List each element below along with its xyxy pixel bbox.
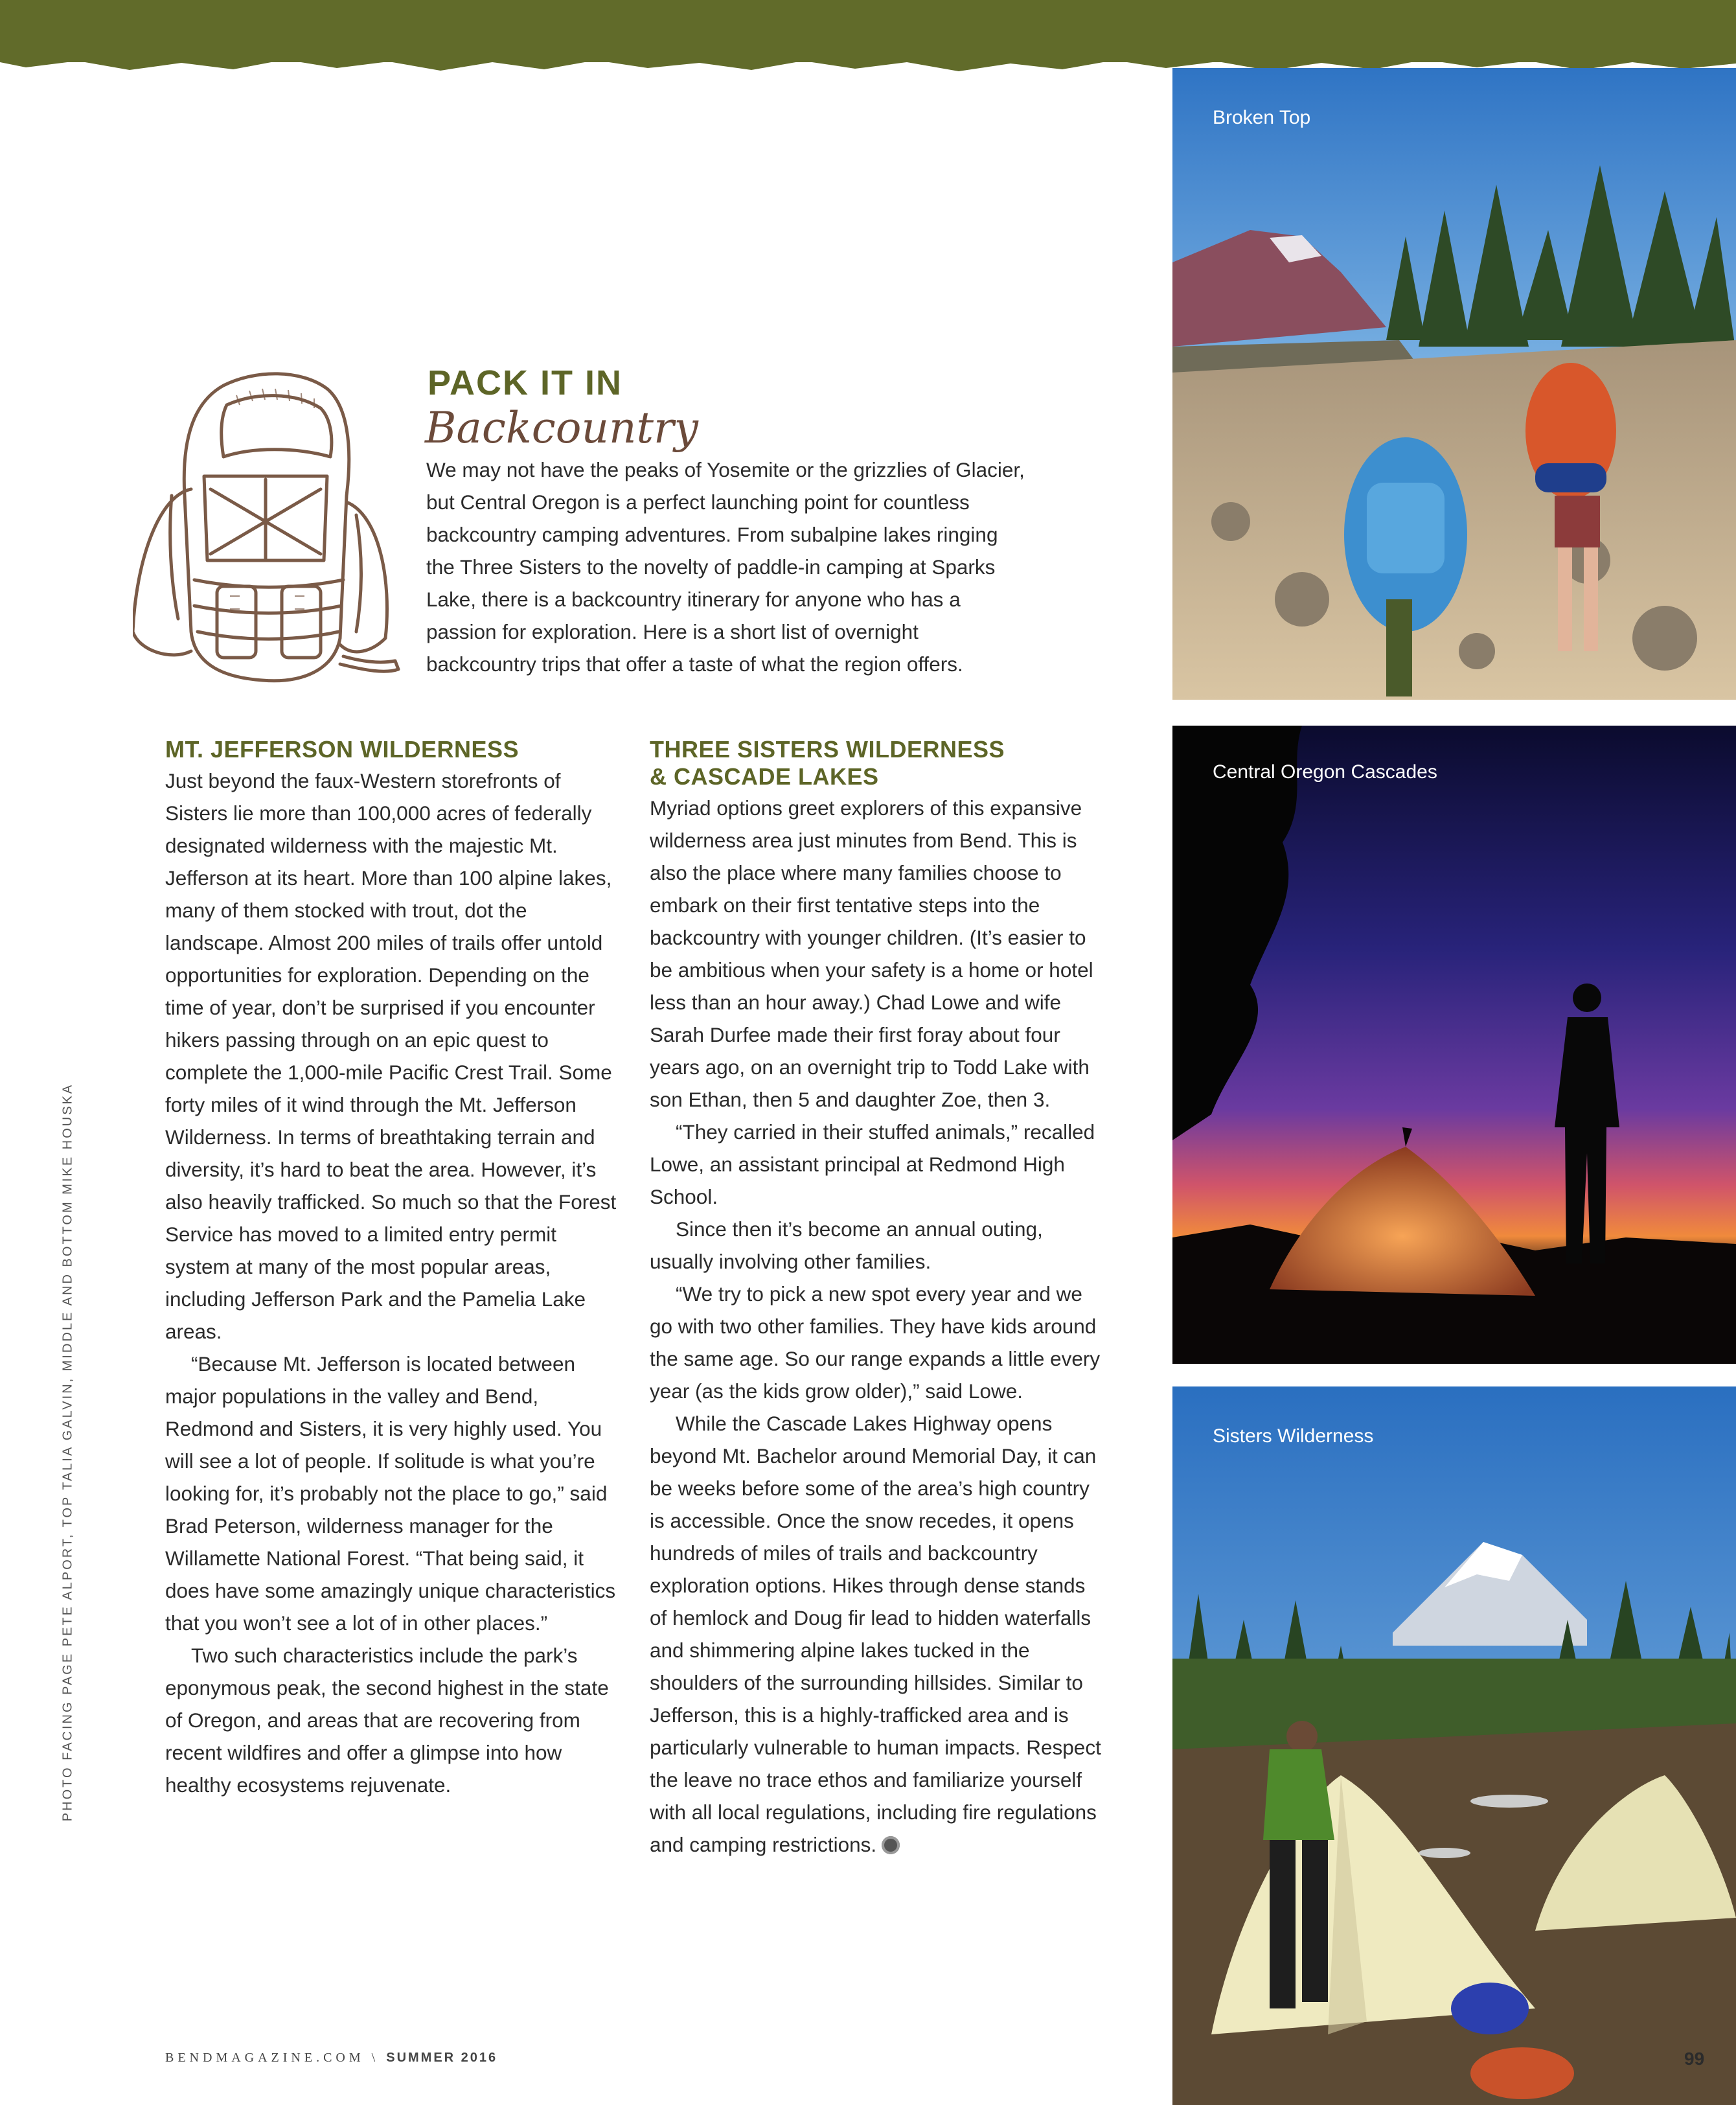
paragraph: “Because Mt. Jefferson is located between major populations in the valley and Bend, Redmond and Sisters, it is very highly used. You will see a lot of people. If solitude is what you’re looking for, it’s probably not the place to go,” said Brad Peterson, wilderness manager for the Willamette National Forest. “That being said, it does have some amazingly unique characteristics that you won’t see a lot of in other places.” (165, 1352, 616, 1635)
photo-caption-broken-top: Broken Top (1213, 107, 1311, 128)
photo-central-oregon-cascades (1172, 726, 1736, 1364)
page-footer (165, 2051, 497, 2065)
end-mark-icon (882, 1836, 900, 1854)
paragraph-text: While the Cascade Lakes Highway opens beyond Mt. Bachelor around Memorial Day, it can be weeks before some of the area’s high country is accessible. Once the snow recedes, it opens hundreds of miles of trails and backcountry exploration options. Hikes through dense stands of hemlock and Doug fir lead to hidden waterfalls and shimmering alpine lakes tucked in the shoulders of the surrounding hillsides. Similar to Jefferson, this is a highly-trafficked area and is particularly vulnerable to human impacts. Respect the leave no trace ethos and familiarize yourself with all local regulations, including fire regulations and camping restrictions. (650, 1412, 1101, 1856)
photo-caption-sisters-wilderness: Sisters Wilderness (1213, 1425, 1374, 1447)
photo-sisters-wilderness (1172, 1386, 1736, 2105)
footer-issue: SUMMER 2016 (386, 2051, 498, 2065)
article-column-jefferson (165, 736, 619, 1801)
paragraph: Just beyond the faux-Western storefronts of Sisters lie more than 100,000 acres of federally designated wilderness with the majestic Mt. Jefferson at its heart. More than 100 alpine lakes, many of them stocked with trout, dot the landscape. Almost 200 miles of trails offer untold opportunities for exploration. Depending on the time of year, don’t be surprised if you encounter hikers passing through on an epic quest to complete the 1,000-mile Pacific Crest Trail. Some forty miles of it wind through the Mt. Jefferson Wilderness. In terms of breathtaking terrain and diversity, it’s hard to beat the area. However, it’s also heavily trafficked. So much so that the Forest Service has moved to a limited entry permit system at many of the most popular areas, including Jefferson Park and the Pamelia Lake areas. (165, 769, 617, 1343)
heading-line: & CASCADE LAKES (650, 763, 879, 790)
heading-line: THREE SISTERS WILDERNESS (650, 736, 1005, 763)
backpack-illustration (133, 366, 405, 703)
script-title: Backcountry (425, 403, 698, 453)
paragraph-final (650, 1407, 1103, 1861)
section-kicker: PACK IT IN (428, 363, 622, 402)
photo-caption-central-oregon-cascades: Central Oregon Cascades (1213, 761, 1437, 783)
intro-paragraph: We may not have the peaks of Yosemite or the grizzlies of Glacier, but Central Oregon is a perfect launching point for countless backcountry camping adventures. From subalpine lakes ringing the Three Sisters to the novelty of paddle-in camping at Sparks Lake, there is a backcountry itinerary for anyone who has a passion for exploration. Here is a short list of overnight backcountry trips that offer a taste of what the region offers. (426, 458, 1025, 676)
photo-broken-top (1172, 68, 1736, 700)
paragraph: Myriad options greet explorers of this expansive wilderness area just minutes from Bend. This is also the place where many families choose to embark on their first tentative steps into the backcountry with younger children. (It’s easier to be ambitious when your safety is a home or hotel less than an hour away.) Chad Lowe and wife Sarah Durfee made their first foray about four years ago, on an overnight trip to Todd Lake with son Ethan, then 5 and daughter Zoe, then 3. (650, 796, 1093, 1111)
footer-site: BENDMAGAZINE.COM (165, 2051, 365, 2065)
paragraph: Since then it’s become an annual outing, usually involving other families. (650, 1217, 1043, 1273)
section-heading-jefferson: MT. JEFFERSON WILDERNESS (165, 736, 520, 763)
photo-credit: PHOTO FACING PAGE PETE ALPORT, TOP TALIA GALVIN, MIDDLE AND BOTTOM MIKE HOUSKA (60, 1083, 75, 1822)
paragraph: “We try to pick a new spot every year and we go with two other families. They have kids around the same age. So our range expands a little every year (as the kids grow older),” said Lowe. (650, 1282, 1101, 1403)
paragraph: “They carried in their stuffed animals,” recalled Lowe, an assistant principal at Redmond High School. (650, 1120, 1095, 1208)
article-column-three-sisters (650, 736, 1103, 1861)
page-number: 99 (1684, 2049, 1705, 2069)
section-heading-three-sisters (650, 736, 1103, 790)
paragraph: Two such characteristics include the park’s eponymous peak, the second highest in the state of Oregon, and areas that are recovering from recent wildfires and offer a glimpse into how healthy ecosystems rejuvenate. (165, 1644, 609, 1797)
footer-separator: \ (371, 2051, 380, 2065)
